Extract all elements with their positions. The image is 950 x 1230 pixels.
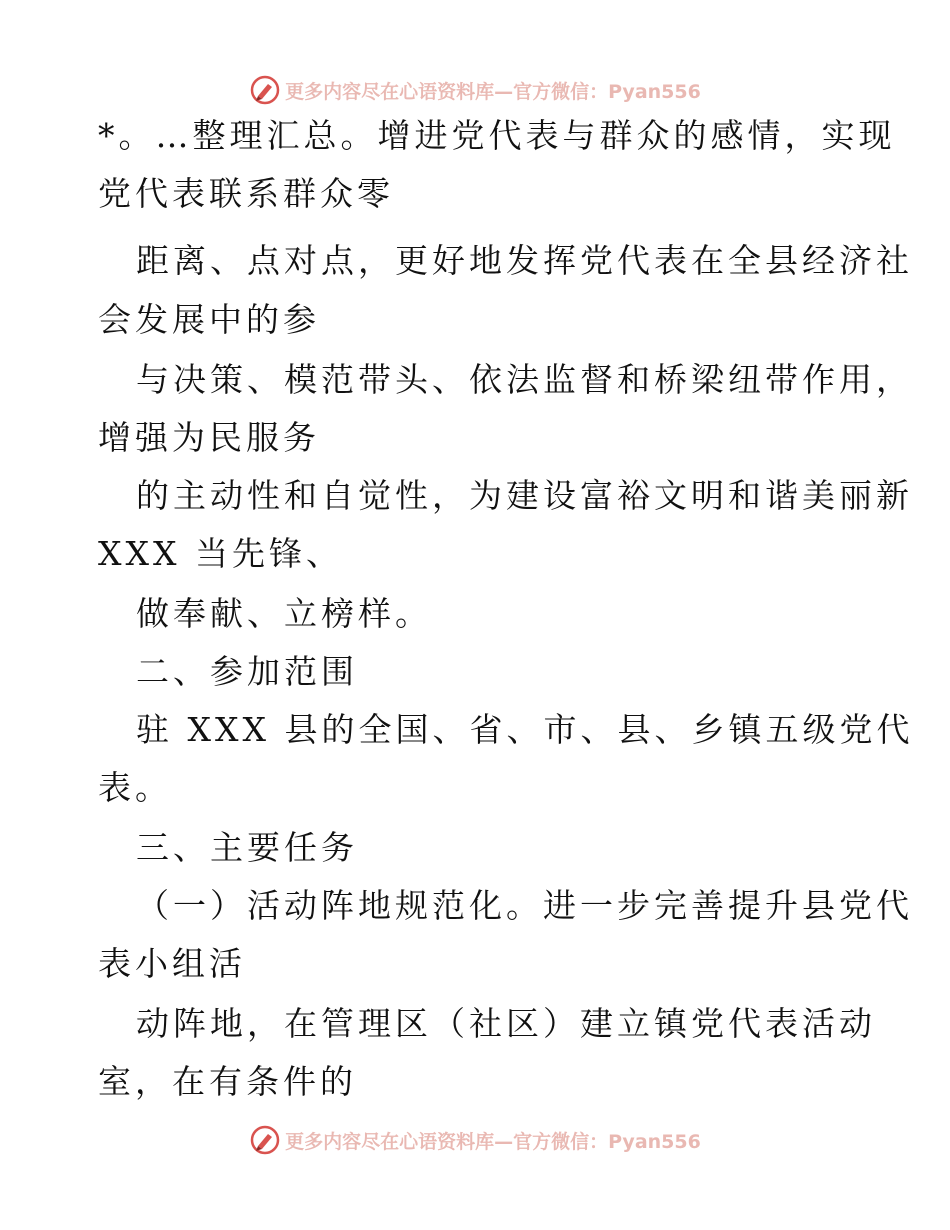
watermark-text: 更多内容尽在心语资料库—官方微信：Pyan556 — [285, 1130, 701, 1153]
text-line: 党代表联系群众零 — [98, 174, 394, 213]
text-line: 驻 XXX 县的全国、省、市、县、乡镇五级党代 — [136, 710, 914, 749]
text-line: 表小组活 — [98, 944, 246, 983]
text-line: 室，在有条件的 — [98, 1062, 357, 1101]
text-line: 动阵地，在管理区（社区）建立镇党代表活动 — [136, 1004, 876, 1043]
watermark-logo-icon — [249, 74, 281, 106]
text-line: 会发展中的参 — [98, 300, 320, 339]
text-line: 与决策、模范带头、依法监督和桥梁纽带作用， — [136, 360, 913, 399]
text-line: *。…整理汇总。增进党代表与群众的感情，实现 — [98, 116, 896, 155]
watermark-text: 更多内容尽在心语资料库—官方微信：Pyan556 — [285, 80, 701, 103]
text-line: 做奉献、立榜样。 — [136, 594, 432, 633]
subsection-line: （一）活动阵地规范化。进一步完善提升县党代 — [136, 886, 913, 925]
watermark-footer — [0, 1120, 950, 1160]
text-line: 表。 — [98, 768, 172, 807]
watermark-logo-icon — [249, 1124, 281, 1156]
section-heading: 三、主要任务 — [136, 828, 358, 867]
watermark-header — [0, 70, 950, 110]
text-line: 增强为民服务 — [98, 418, 320, 457]
text-line: 距离、点对点，更好地发挥党代表在全县经济社 — [136, 241, 913, 280]
section-heading: 二、参加范围 — [136, 652, 358, 691]
text-line: 的主动性和自觉性，为建设富裕文明和谐美丽新 — [136, 476, 913, 515]
text-line: XXX 当先锋、 — [98, 534, 343, 573]
